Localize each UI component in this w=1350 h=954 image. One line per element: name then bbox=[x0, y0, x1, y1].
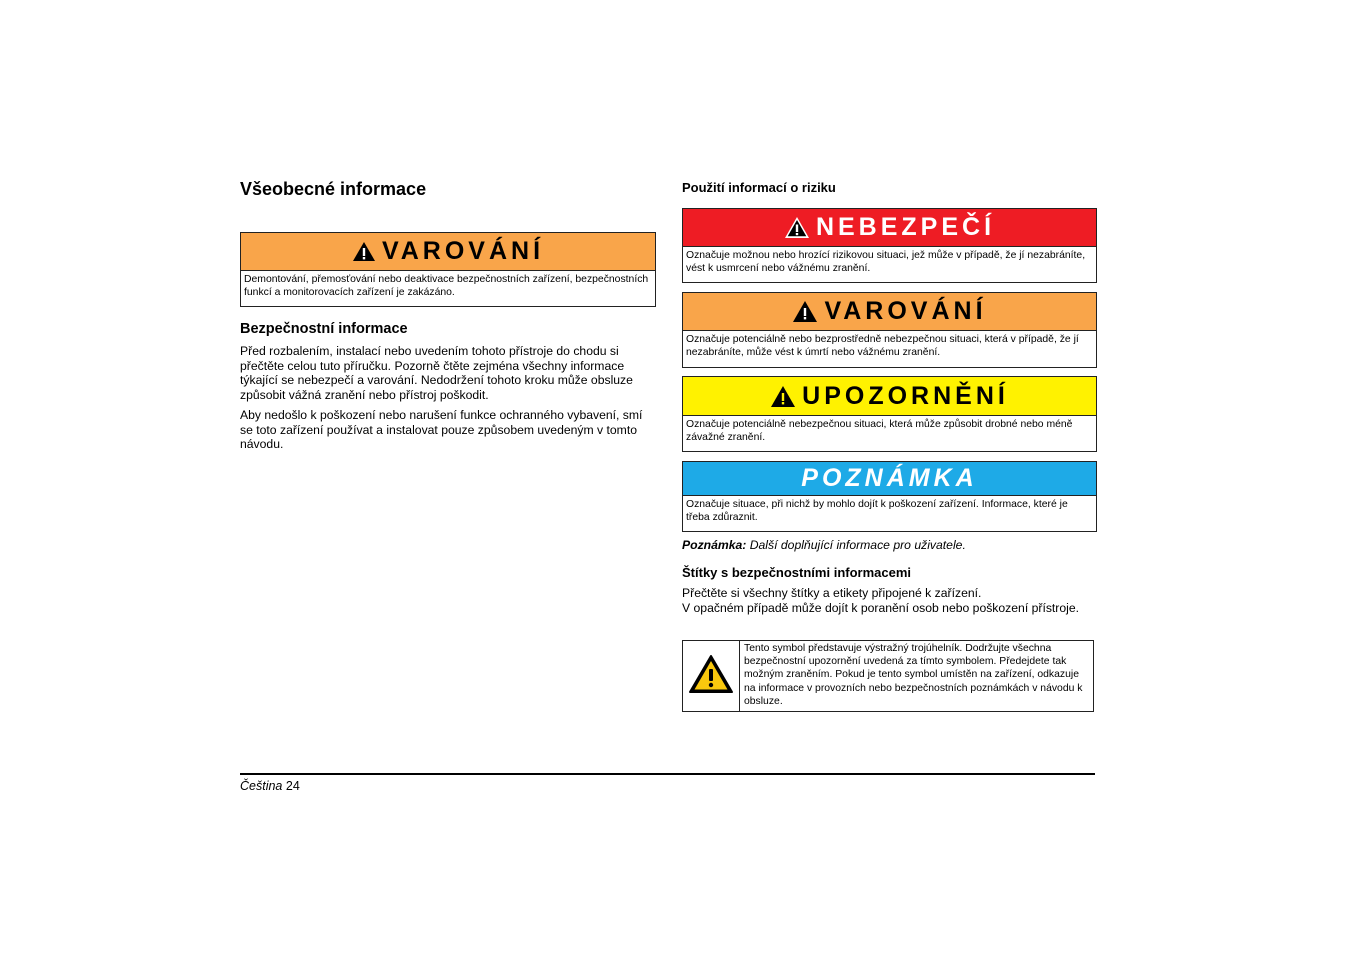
warning-triangle-icon bbox=[352, 241, 376, 262]
risk-info-heading: Použití informací o riziku bbox=[682, 180, 836, 195]
caution-box-header bbox=[683, 377, 1096, 416]
caution-box-text: Označuje potenciálně nebezpečnou situaci, která může způsobit drobné nebo méně závažné zranění. bbox=[686, 419, 1073, 443]
safety-paragraph-1: Před rozbalením, instalací nebo uvedením tohoto přístroje do chodu si přečtěte celou tuto příručku. Pozorně čtěte zejména všechny informace týkající se nebezpečí a varování. Nedodržení tohoto kroku může obsluze způsobit vážná zranění nebo přístroj poškodit. bbox=[240, 344, 633, 402]
warning-definition-box bbox=[682, 292, 1097, 368]
danger-box bbox=[682, 208, 1097, 283]
note-label: Poznámka: bbox=[682, 538, 747, 552]
labels-line-2: V opačném případě může dojít k poranění osob nebo poškození přístroje. bbox=[682, 601, 1080, 615]
page-number: 24 bbox=[285, 779, 300, 793]
symbol-cell bbox=[683, 641, 740, 711]
warning-triangle-icon bbox=[792, 300, 818, 323]
warning-definition-title: VAROVÁNÍ bbox=[824, 297, 987, 325]
warning-triangle-icon bbox=[784, 216, 810, 239]
labels-line-1: Přečtěte si všechny štítky a etikety připojené k zařízení. bbox=[682, 586, 982, 600]
symbol-description: Tento symbol představuje výstražný trojúhelník. Dodržujte všechna bezpečnostní upozornění uvedená za tímto symbolem. Předejdete tak možným zraněním. Pokud je tento symbol umístěn na zařízení, odkazuje na informace v provozních nebo bezpečnostních poznámkách v návodu k obsluze. bbox=[744, 643, 1083, 707]
safety-heading: Bezpečnostní informace bbox=[240, 321, 408, 337]
footer-language: Čeština bbox=[240, 779, 283, 793]
warning-box-header bbox=[241, 233, 655, 271]
footer-rule bbox=[240, 773, 1095, 775]
safety-paragraph-2: Aby nedošlo k poškození nebo narušení funkce ochranného vybavení, smí se toto zařízení používat a instalovat pouze způsobem uvedeným v tomto návodu. bbox=[240, 408, 643, 452]
caution-box bbox=[682, 376, 1097, 452]
notice-box-text: Označuje situace, při nichž by mohlo dojít k poškození zařízení. Informace, které je třeba zdůraznit. bbox=[686, 499, 1068, 523]
note-text: Další doplňující informace pro uživatele. bbox=[746, 538, 966, 552]
hazard-symbol-icon bbox=[688, 654, 734, 699]
notice-box bbox=[682, 461, 1097, 532]
note-line bbox=[682, 538, 966, 553]
danger-box-text: Označuje možnou nebo hrozící rizikovou situaci, jež může v případě, že jí nezabráníte, vést k usmrcení nebo vážnému zranění. bbox=[686, 250, 1086, 274]
warning-box bbox=[240, 232, 656, 307]
danger-box-title: NEBEZPEČÍ bbox=[815, 213, 996, 241]
footer bbox=[240, 779, 300, 793]
symbol-table bbox=[682, 640, 1094, 712]
notice-box-title: POZNÁMKA bbox=[801, 464, 978, 492]
danger-box-header bbox=[683, 209, 1096, 247]
notice-box-header bbox=[683, 462, 1096, 496]
warning-box-title: VAROVÁNÍ bbox=[381, 237, 545, 265]
warning-triangle-icon bbox=[770, 385, 796, 408]
warning-box-text: Demontování, přemosťování nebo deaktivace bezpečnostních zařízení, bezpečnostních funkcí a monitorovacích zařízení je zakázáno. bbox=[244, 274, 649, 298]
caution-box-title: UPOZORNĚNÍ bbox=[802, 381, 1009, 410]
warning-definition-text: Označuje potenciálně nebo bezprostředně nebezpečnou situaci, která v případě, že jí nezabráníte, může vést k úmrtí nebo vážnému zranění. bbox=[686, 334, 1079, 358]
labels-heading: Štítky s bezpečnostními informacemi bbox=[682, 565, 912, 580]
warning-definition-header bbox=[683, 293, 1096, 331]
page-title: Všeobecné informace bbox=[240, 179, 427, 199]
